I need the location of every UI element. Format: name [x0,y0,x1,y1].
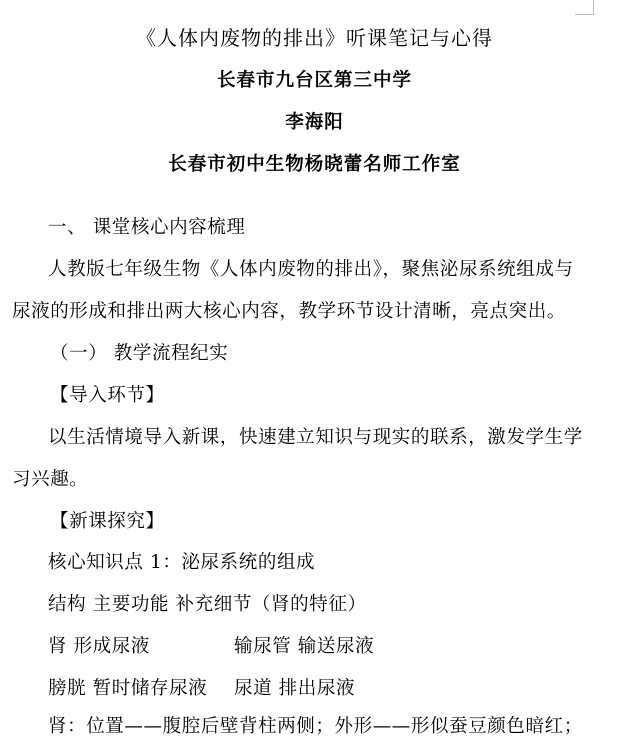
page-corner-mark [575,0,594,15]
paragraph-line: 以生活情境导入新课，快速建立知识与现实的联系，激发学生学 [48,427,583,448]
school-name: 长春市九台区第三中学 [216,70,412,91]
studio-name: 长春市初中生物杨晓蕾名师工作室 [168,154,461,175]
author-name: 李海阳 [285,112,344,133]
document-title: 《人体内废物的排出》听课笔记与心得 [136,26,493,50]
import-heading: 【导入环节】 [50,385,165,406]
table-header-line: 结构 主要功能 补充细节（肾的特征） [48,594,367,615]
table-row-right: 尿道 排出尿液 [234,678,356,699]
paragraph-line: 尿液的形成和排出两大核心内容，教学环节设计清晰，亮点突出。 [12,301,566,322]
table-row-left: 膀胱 暂时储存尿液 [48,678,208,699]
table-row-left: 肾 形成尿液 [48,636,150,657]
table-row-right: 输尿管 输送尿液 [234,636,375,657]
paragraph-line: 人教版七年级生物《人体内废物的排出》，聚焦泌尿系统组成与 [48,259,574,280]
explore-heading: 【新课探究】 [50,511,165,532]
subsection-heading: （一） 教学流程纪实 [50,343,229,364]
knowledge-point: 核心知识点 1：泌尿系统的组成 [48,552,316,573]
paragraph-line: 习兴趣。 [12,469,89,490]
kidney-detail-line: 肾：位置——腹腔后壁背柱两侧；外形——形似蚕豆颜色暗红； [48,716,583,737]
section-heading: 一、 课堂核心内容梳理 [48,217,246,238]
